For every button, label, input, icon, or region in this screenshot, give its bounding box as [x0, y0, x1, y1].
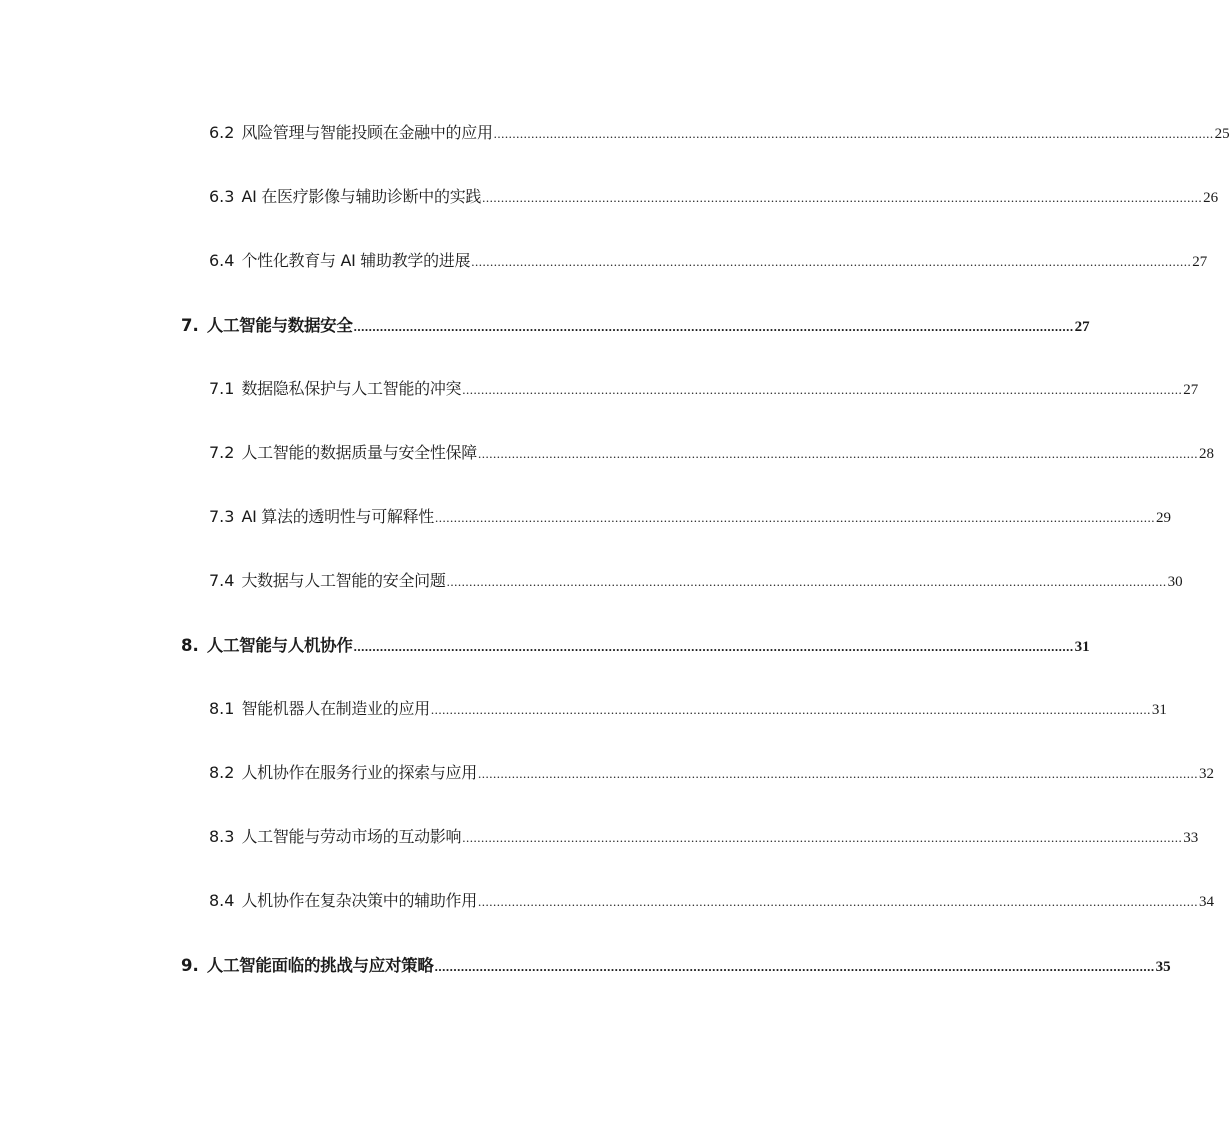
entry-title: 大数据与人工智能的安全问题: [241, 571, 446, 590]
entry-title: 人工智能的数据质量与安全性保障: [241, 443, 477, 462]
entry-title: 风险管理与智能投顾在金融中的应用: [241, 123, 493, 142]
entry-title: 人工智能与数据安全: [206, 316, 353, 335]
dot-leader: ................................................................................................................................................................................................: [462, 830, 1183, 845]
toc-entry-8-1[interactable]: [209, 696, 1167, 719]
entry-number: 6.3: [209, 187, 235, 206]
entry-title: 个性化教育与 AI 辅助教学的进展: [241, 251, 471, 270]
entry-number: 7.4: [209, 571, 235, 590]
dot-leader: ................................................................................................................................................................................................: [477, 446, 1198, 461]
toc-entry-9[interactable]: [181, 952, 1171, 976]
dot-leader: ................................................................................................................................................................................................: [430, 702, 1151, 717]
entry-title: 人工智能面临的挑战与应对策略: [206, 956, 434, 975]
entry-number: 6.2: [209, 123, 235, 142]
entry-page-number: 31: [1074, 639, 1090, 655]
entry-page-number: 27: [1074, 319, 1090, 335]
entry-page-number: 31: [1151, 702, 1167, 718]
entry-number: 8.4: [209, 891, 235, 910]
toc-entry-7[interactable]: [181, 312, 1090, 336]
entry-title: 人工智能与劳动市场的互动影响: [241, 827, 462, 846]
dot-leader: ................................................................................................................................................................................................: [462, 382, 1183, 397]
entry-number: 8.1: [209, 699, 235, 718]
dot-leader: ................................................................................................................................................................................................: [482, 190, 1203, 205]
entry-number: 7.2: [209, 443, 235, 462]
dot-leader: ................................................................................................................................................................................................: [471, 254, 1192, 269]
toc-entry-6-3[interactable]: [209, 184, 1219, 207]
toc-entry-7-3[interactable]: [209, 504, 1172, 527]
entry-number: 7.1: [209, 379, 235, 398]
entry-page-number: 27: [1183, 382, 1199, 398]
entry-number: 9.: [181, 956, 199, 975]
entry-page-number: 33: [1183, 830, 1199, 846]
toc-entry-8[interactable]: [181, 632, 1090, 656]
entry-page-number: 27: [1192, 254, 1208, 270]
entry-title: 人机协作在服务行业的探索与应用: [241, 763, 477, 782]
entry-page-number: 35: [1155, 959, 1171, 975]
dot-leader: ................................................................................................................................................................................................: [446, 574, 1167, 589]
entry-number: 8.: [181, 636, 199, 655]
entry-number: 8.3: [209, 827, 235, 846]
entry-page-number: 25: [1214, 126, 1230, 142]
entry-number: 6.4: [209, 251, 235, 270]
toc-entry-6-2[interactable]: [209, 120, 1230, 143]
dot-leader: ................................................................................................................................................................................................: [493, 126, 1214, 141]
toc-entry-7-4[interactable]: [209, 568, 1183, 591]
toc-entry-7-1[interactable]: [209, 376, 1199, 399]
entry-page-number: 28: [1198, 446, 1214, 462]
toc-entry-8-3[interactable]: [209, 824, 1199, 847]
toc-entry-8-4[interactable]: [209, 888, 1214, 911]
dot-leader: ................................................................................................................................................................................................: [353, 639, 1074, 654]
entry-page-number: 29: [1156, 510, 1172, 526]
entry-title: AI 在医疗影像与辅助诊断中的实践: [241, 187, 482, 206]
entry-page-number: 34: [1198, 894, 1214, 910]
entry-page-number: 32: [1198, 766, 1214, 782]
toc-entry-6-4[interactable]: [209, 248, 1208, 271]
dot-leader: ................................................................................................................................................................................................: [434, 959, 1155, 974]
entry-title: 人工智能与人机协作: [206, 636, 353, 655]
entry-page-number: 26: [1203, 190, 1219, 206]
toc-entry-7-2[interactable]: [209, 440, 1214, 463]
dot-leader: ................................................................................................................................................................................................: [477, 894, 1198, 909]
entry-number: 8.2: [209, 763, 235, 782]
dot-leader: ................................................................................................................................................................................................: [435, 510, 1156, 525]
entry-title: 智能机器人在制造业的应用: [241, 699, 430, 718]
entry-title: AI 算法的透明性与可解释性: [241, 507, 435, 526]
dot-leader: ................................................................................................................................................................................................: [477, 766, 1198, 781]
toc-entry-8-2[interactable]: [209, 760, 1214, 783]
entry-title: 人机协作在复杂决策中的辅助作用: [241, 891, 477, 910]
entry-title: 数据隐私保护与人工智能的冲突: [241, 379, 462, 398]
dot-leader: ................................................................................................................................................................................................: [353, 319, 1074, 334]
entry-page-number: 30: [1167, 574, 1183, 590]
entry-number: 7.3: [209, 507, 235, 526]
entry-number: 7.: [181, 316, 199, 335]
